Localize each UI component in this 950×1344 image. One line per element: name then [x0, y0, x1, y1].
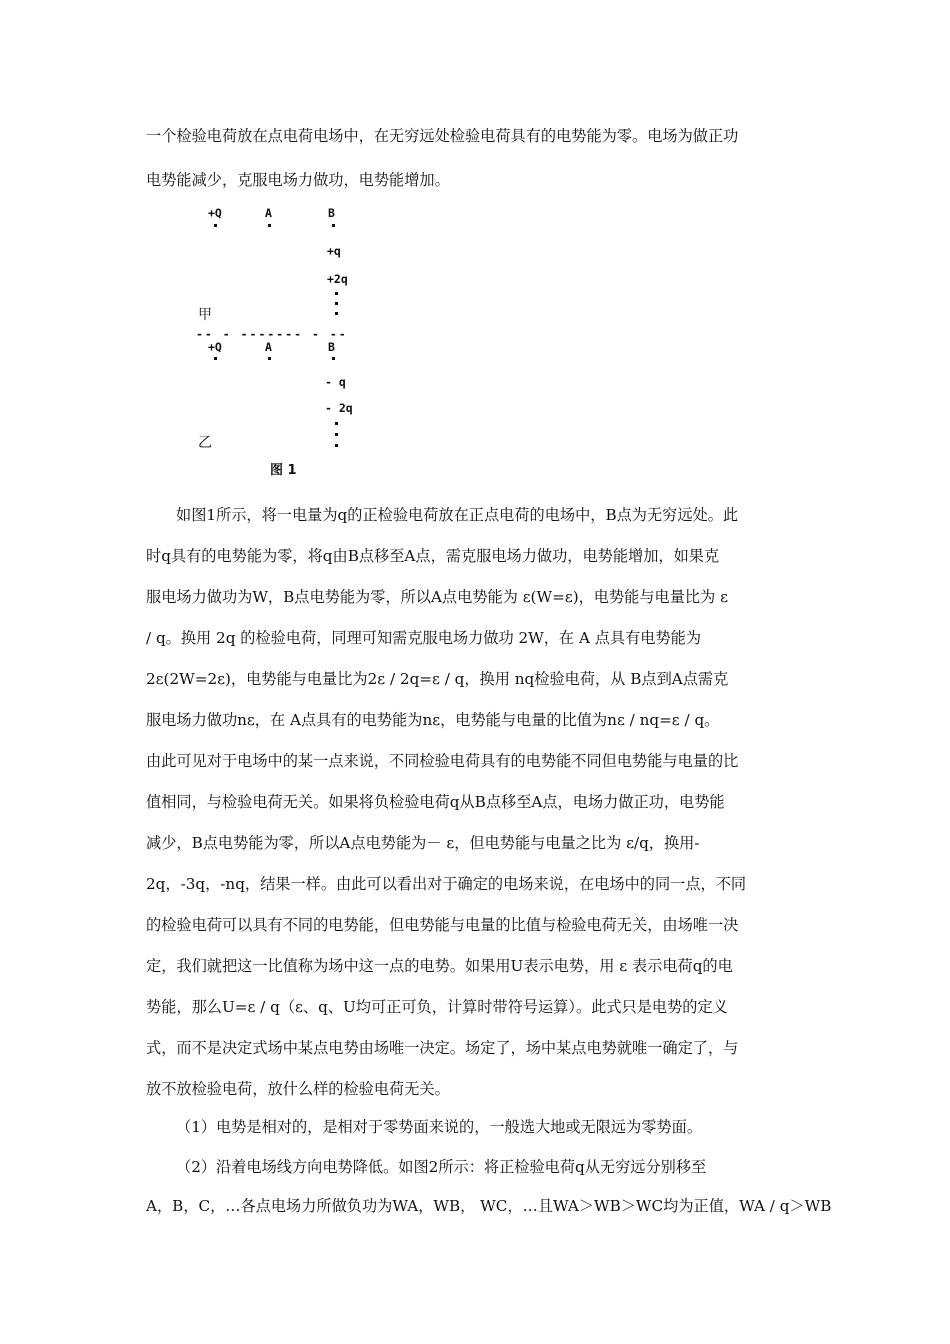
text-line: 减少，B点电势能为零，所以A点电势能为－ ε，但电势能与电量之比为 ε/q，换用- [146, 834, 700, 852]
bottom-point-a-label: A [265, 340, 272, 354]
top-source-label: +Q [208, 206, 222, 220]
bottom-point-b-dot [332, 357, 335, 360]
text-line: / q。换用 2q 的检验电荷，同理可知需克服电场力做功 2W，在 A 点具有电势能为 [146, 629, 702, 647]
text-line: （2）沿着电场线方向电势降低。如图2所示：将正检验电荷q从无穷远分别移至 [176, 1158, 707, 1176]
text-line: 的检验电荷可以具有不同的电势能，但电势能与电量的比值与检验电荷无关，由场唯一决 [146, 916, 739, 934]
ellipsis-dot [335, 444, 338, 447]
text-line: 时q具有的电势能为零，将q由B点移至A点，需克服电场力做功，电势能增加，如果克 [146, 547, 720, 565]
text-line: 定，我们就把这一比值称为场中这一点的电势。如果用U表示电势，用 ε 表示电荷q的电 [146, 957, 733, 975]
text-line: 放不放检验电荷，放什么样的检验电荷无关。 [146, 1080, 450, 1098]
bottom-source-label: +Q [208, 340, 222, 354]
text-line: 一个检验电荷放在点电荷电场中，在无穷远处检验电荷具有的电势能为零。电场为做正功 [146, 127, 739, 145]
text-line: 2q，-3q，-nq，结果一样。由此可以看出对于确定的电场来说，在电场中的同一点，不同 [146, 875, 747, 893]
ellipsis-dot [335, 422, 338, 425]
top-point-a-label: A [265, 206, 272, 220]
text-line: A，B，C，…各点电场力所做负功为WA，WB， WC，…且WA＞WB＞WC均为正值，WA / q＞WB [146, 1197, 832, 1215]
bottom-point-a-dot [268, 357, 271, 360]
text-line: 由此可见对于电场中的某一点来说，不同检验电荷具有的电势能不同但电势能与电量的比 [146, 752, 739, 770]
figure-caption: 图 1 [270, 463, 297, 478]
text-line: 2ε(2W=2ε)，电势能与电量比为2ε / 2q=ε / q，换用 nq检验电荷，从 B点到A点需克 [146, 670, 729, 688]
text-line: 服电场力做功为W，B点电势能为零，所以A点电势能为 ε(W=ε)，电势能与电量比为 ε [146, 588, 728, 606]
text-line: 电势能减少，克服电场力做功，电势能增加。 [146, 171, 450, 189]
text-line: 如图1所示，将一电量为q的正检验电荷放在正点电荷的电场中，B点为无穷远处。此 [176, 506, 739, 524]
label-yi: 乙 [198, 435, 212, 451]
label-jia: 甲 [198, 307, 212, 323]
ellipsis-dot [335, 292, 338, 295]
top-charge-2: +2q [327, 272, 348, 286]
top-point-a-dot [268, 224, 271, 227]
top-source-dot [214, 224, 217, 227]
bottom-charge-1: - q [325, 375, 346, 389]
text-line: 值相同，与检验电荷无关。如果将负检验电荷q从B点移至A点，电场力做正功，电势能 [146, 793, 725, 811]
bottom-charge-2: - 2q [325, 401, 353, 415]
text-line: 服电场力做功nε，在 A点具有的电势能为nε，电势能与电量的比值为nε / nq=ε / q。 [146, 711, 720, 729]
top-point-b-label: B [328, 206, 335, 220]
divider-dashes: -- - ------- - -- [196, 327, 348, 341]
text-line: （1）电势是相对的，是相对于零势面来说的，一般选大地或无限远为零势面。 [176, 1118, 703, 1136]
text-line: 势能，那么U=ε / q（ε、q、U均可正可负，计算时带符号运算）。此式只是电势的定义 [146, 998, 728, 1016]
ellipsis-dot [335, 433, 338, 436]
ellipsis-dot [335, 302, 338, 305]
ellipsis-dot [335, 312, 338, 315]
bottom-point-b-label: B [328, 340, 335, 354]
bottom-source-dot [214, 357, 217, 360]
text-line: 式，而不是决定式场中某点电势由场唯一决定。场定了，场中某点电势就唯一确定了，与 [146, 1039, 739, 1057]
top-point-b-dot [332, 224, 335, 227]
top-charge-1: +q [327, 244, 341, 258]
